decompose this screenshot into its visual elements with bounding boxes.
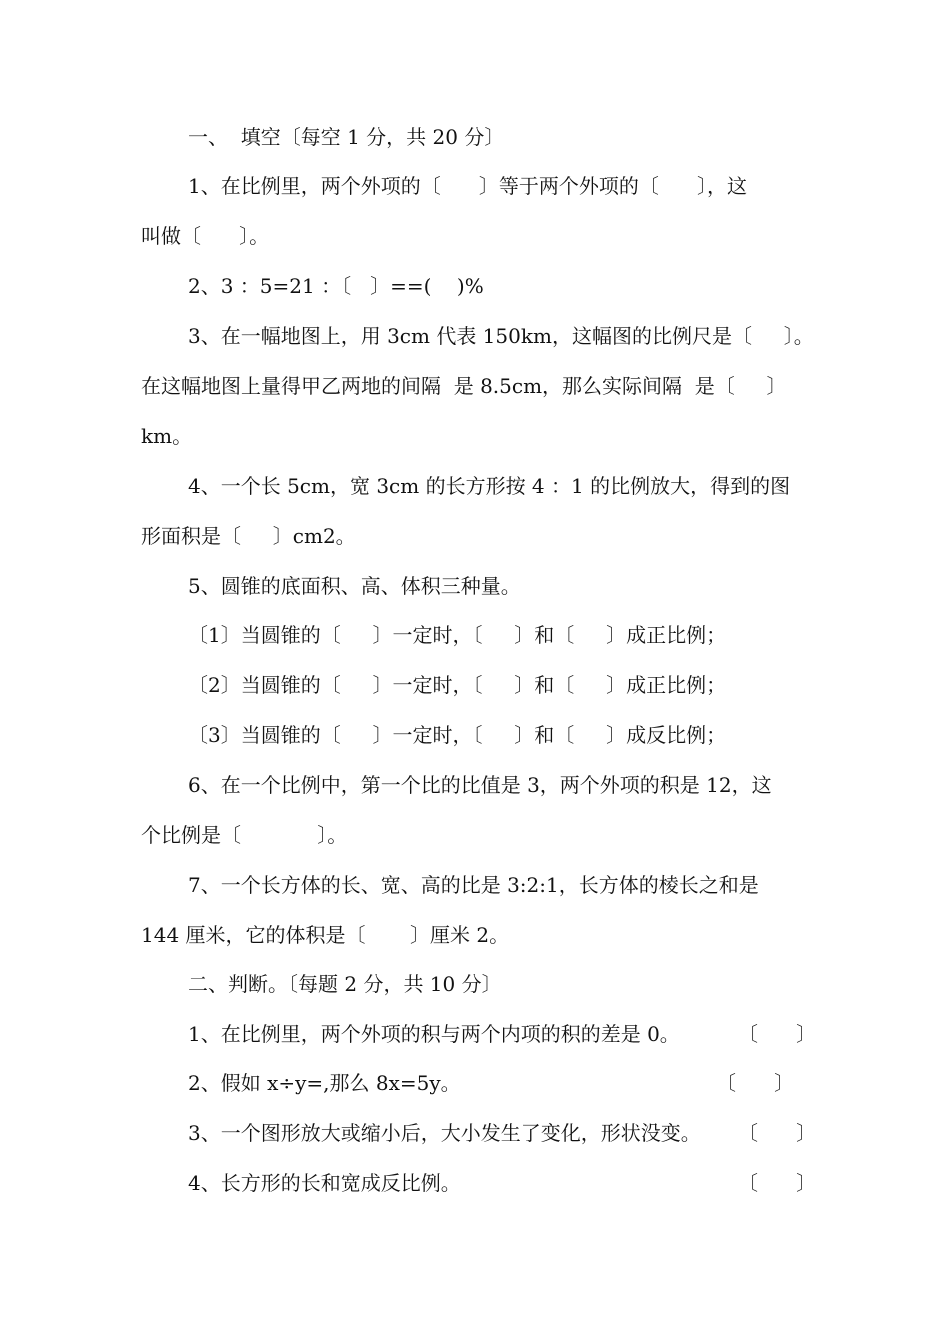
q5-sub2: 〔2〕当圆锥的〔 〕一定时，〔 〕和〔 〕成正比例； [188,673,727,697]
q1-line2: 叫做〔 〕。 [141,224,270,248]
judge-bracket-1: 〔 〕 [738,1022,817,1046]
q5-line1: 5、圆锥的底面积、高、体积三种量。 [188,574,521,598]
judge-bracket-3: 〔 〕 [738,1121,817,1145]
q4-line1: 4、一个长 5cm，宽 3cm 的长方形按 4 ：1 的比例放大，得到的图 [188,474,791,498]
q4-line2: 形面积是〔 〕cm2。 [141,524,356,548]
judge-item-4: 4、长方形的长和宽成反比例。 [188,1171,461,1195]
q5-sub1: 〔1〕当圆锥的〔 〕一定时，〔 〕和〔 〕成正比例； [188,623,727,647]
q5-sub3: 〔3〕当圆锥的〔 〕一定时，〔 〕和〔 〕成反比例； [188,723,727,747]
section1-heading: 一、 填空〔每空 1 分，共 20 分〕 [188,125,505,149]
judge-item-1: 1、在比例里，两个外项的积与两个内项的积的差是 0。 [188,1022,680,1046]
q3-line3: km。 [141,424,193,448]
q3-line2: 在这幅地图上量得甲乙两地的间隔 是 8.5cm，那么实际间隔 是〔 〕 [141,374,787,398]
judge-bracket-4: 〔 〕 [738,1171,817,1195]
q3-line1: 3、在一幅地图上，用 3cm 代表 150km，这幅图的比例尺是〔 〕。 [188,324,814,348]
section2-heading: 二、判断。〔每题 2 分，共 10 分〕 [188,972,502,996]
judge-item-2: 2、假如 x÷y=,那么 8x=5y。 [188,1071,461,1095]
q6-line1: 6、在一个比例中，第一个比的比值是 3，两个外项的积是 12，这 [188,773,772,797]
q7-line1: 7、一个长方体的长、宽、高的比是 3:2:1，长方体的棱长之和是 [188,873,759,897]
q6-line2: 个比例是〔 〕。 [141,823,348,847]
judge-item-3: 3、一个图形放大或缩小后，大小发生了变化，形状没变。 [188,1121,701,1145]
q7-line2: 144 厘米，它的体积是〔 〕厘米 2。 [141,923,510,947]
q2-line: 2、3 ：5=21 ：〔 〕==( )% [188,274,484,298]
q1-line1: 1、在比例里，两个外项的〔 〕等于两个外项的〔 〕，这 [188,174,748,198]
judge-bracket-2: 〔 〕 [716,1071,795,1095]
